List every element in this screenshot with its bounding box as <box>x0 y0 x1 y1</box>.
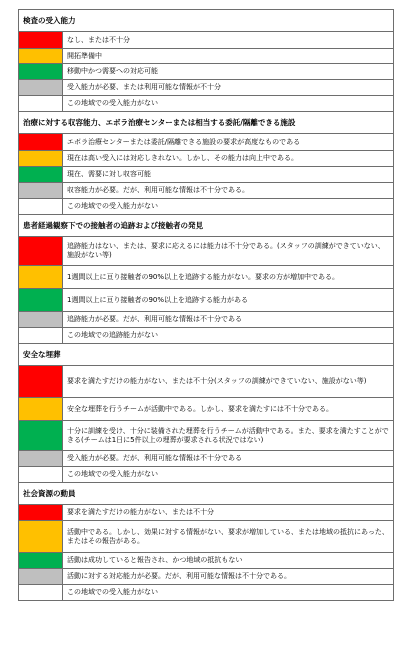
legend-description: 移動中かつ需要への対応可能 <box>63 64 394 80</box>
legend-description: エボラ治療センターまたは委託/隔離できる施設の要求が高度なものである <box>63 134 394 151</box>
section-header <box>19 483 394 505</box>
green-swatch <box>19 64 63 80</box>
legend-description: この地域での受入能力がない <box>63 199 394 215</box>
red-swatch <box>19 134 63 151</box>
legend-row <box>19 312 394 328</box>
legend-row <box>19 553 394 569</box>
grey-swatch <box>19 183 63 199</box>
section-title: 患者経過観察下での接触者の追跡および接触者の発見 <box>19 215 394 237</box>
legend-description: 追跡能力はない、または、要求に応えるには能力は不十分である。(スタッフの訓練ができていない、施設がない等) <box>63 237 394 266</box>
grey-swatch <box>19 569 63 585</box>
grey-swatch <box>19 312 63 328</box>
white-swatch <box>19 328 63 344</box>
legend-row <box>19 398 394 421</box>
legend-description: 安全な埋葬を行うチームが活動中である。しかし、要求を満たすには不十分である。 <box>63 398 394 421</box>
legend-row <box>19 328 394 344</box>
legend-row <box>19 266 394 289</box>
legend-row <box>19 289 394 312</box>
section-header <box>19 112 394 134</box>
green-swatch <box>19 289 63 312</box>
legend-description: この地域での受入能力がない <box>63 467 394 483</box>
legend-description: 現在、需要に対し収容可能 <box>63 167 394 183</box>
section-title: 社会資源の動員 <box>19 483 394 505</box>
legend-row <box>19 199 394 215</box>
legend-description: 開拓準備中 <box>63 49 394 64</box>
legend-description: 要求を満たすだけの能力がない、または不十分(スタッフの訓練ができていない、施設がない等) <box>63 366 394 398</box>
legend-description: 受入能力が必要、または利用可能な情報が不十分 <box>63 80 394 96</box>
green-swatch <box>19 167 63 183</box>
green-swatch <box>19 553 63 569</box>
legend-description: この地域での追跡能力がない <box>63 328 394 344</box>
orange-swatch <box>19 398 63 421</box>
legend-description: 受入能力が必要。だが、利用可能な情報は不十分である <box>63 451 394 467</box>
legend-description: 十分に訓練を受け、十分に装備された埋葬を行うチームが活動中である。また、要求を満たすことができる(チームは1日に5件以上の埋葬が要求される状況ではない) <box>63 421 394 451</box>
legend-row <box>19 366 394 398</box>
legend-description: 活動は成功していると報告され、かつ地域の抵抗もない <box>63 553 394 569</box>
legend-row <box>19 134 394 151</box>
legend-row <box>19 585 394 601</box>
white-swatch <box>19 199 63 215</box>
grey-swatch <box>19 451 63 467</box>
legend-description: 現在は高い受入には対応しきれない。しかし、その能力は向上中である。 <box>63 151 394 167</box>
legend-body <box>19 10 394 601</box>
white-swatch <box>19 467 63 483</box>
legend-row <box>19 96 394 112</box>
section-header <box>19 215 394 237</box>
orange-swatch <box>19 266 63 289</box>
legend-description: 追跡能力が必要。だが、利用可能な情報は不十分である <box>63 312 394 328</box>
legend-description: なし、または不十分 <box>63 32 394 49</box>
legend-row <box>19 421 394 451</box>
legend-row <box>19 64 394 80</box>
legend-row <box>19 505 394 521</box>
legend-row <box>19 183 394 199</box>
red-swatch <box>19 237 63 266</box>
legend-description: この地域での受入能力がない <box>63 585 394 601</box>
legend-row <box>19 167 394 183</box>
legend-row <box>19 451 394 467</box>
legend-description: 収容能力が必要。だが、利用可能な情報は不十分である。 <box>63 183 394 199</box>
white-swatch <box>19 96 63 112</box>
legend-row <box>19 80 394 96</box>
section-header <box>19 10 394 32</box>
orange-swatch <box>19 151 63 167</box>
red-swatch <box>19 366 63 398</box>
legend-description: 1週間以上に亘り接触者の90%以上を追跡する能力がない。要求の方が増加中である。 <box>63 266 394 289</box>
grey-swatch <box>19 80 63 96</box>
legend-row <box>19 569 394 585</box>
legend-description: 1週間以上に亘り接触者の90%以上を追跡する能力がある <box>63 289 394 312</box>
section-header <box>19 344 394 366</box>
legend-row <box>19 49 394 64</box>
red-swatch <box>19 32 63 49</box>
orange-swatch <box>19 521 63 553</box>
legend-description: 要求を満たすだけの能力がない、または不十分 <box>63 505 394 521</box>
section-title: 検査の受入能力 <box>19 10 394 32</box>
red-swatch <box>19 505 63 521</box>
orange-swatch <box>19 49 63 64</box>
legend-table <box>18 9 394 601</box>
legend-description: 活動中である。しかし、効果に対する情報がない、要求が増加している、または地域の抵抗にあった、またはその報告がある。 <box>63 521 394 553</box>
legend-row <box>19 237 394 266</box>
legend-row <box>19 32 394 49</box>
section-title: 安全な埋葬 <box>19 344 394 366</box>
legend-row <box>19 521 394 553</box>
legend-row <box>19 151 394 167</box>
section-title: 治療に対する収容能力、エボラ治療センターまたは相当する委託/隔離できる施設 <box>19 112 394 134</box>
green-swatch <box>19 421 63 451</box>
legend-description: この地域での受入能力がない <box>63 96 394 112</box>
white-swatch <box>19 585 63 601</box>
legend-row <box>19 467 394 483</box>
legend-description: 活動に対する対応能力が必要。だが、利用可能な情報は不十分である。 <box>63 569 394 585</box>
